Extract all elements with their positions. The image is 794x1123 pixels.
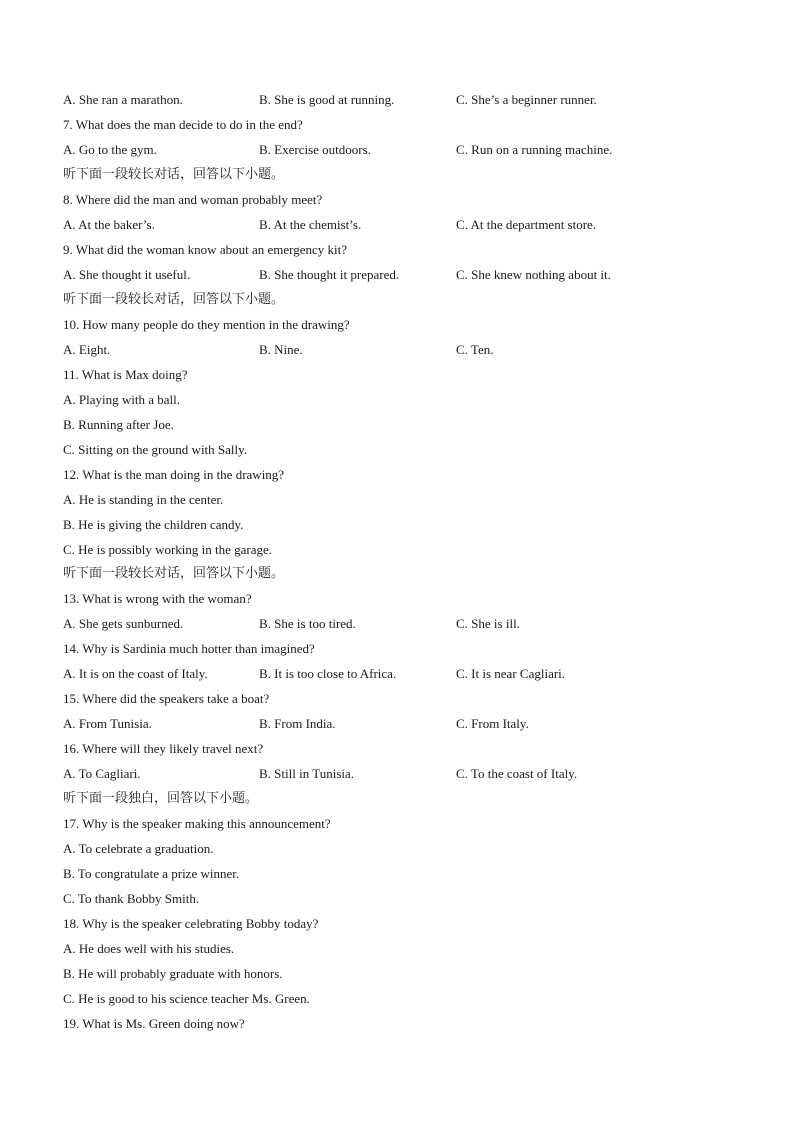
text-line — [63, 387, 743, 412]
question-line: B. To congratulate a prize winner. — [63, 866, 240, 882]
text-line — [63, 686, 743, 711]
answer-option: A. She gets sunburned. — [63, 616, 184, 632]
answer-option: B. Exercise outdoors. — [259, 141, 371, 157]
section-instruction: 听下面一段独白，回答以下小题。 — [63, 791, 259, 807]
answer-option: B. It is too close to Africa. — [259, 666, 397, 682]
question-line: C. To thank Bobby Smith. — [63, 891, 200, 906]
text-line — [63, 861, 743, 886]
answer-option: B. At the chemist’s. — [259, 216, 362, 232]
question-line: A. He is standing in the center. — [63, 491, 224, 507]
text-line — [63, 736, 743, 761]
text-line — [63, 986, 743, 1011]
question-line: C. He is possibly working in the garage. — [63, 541, 273, 557]
text-line — [63, 1011, 743, 1036]
answer-option: C. She’s a beginner runner. — [456, 92, 597, 107]
answer-options-row — [63, 711, 743, 736]
question-line: A. Playing with a ball. — [63, 391, 180, 407]
question-line: 9. What did the woman know about an emergency kit? — [63, 241, 348, 257]
question-line: A. To celebrate a graduation. — [63, 841, 214, 857]
section-instruction: 听下面一段较长对话，回答以下小题。 — [63, 166, 285, 182]
section-heading — [63, 287, 743, 312]
question-line: 7. What does the man decide to do in the end? — [63, 117, 303, 132]
text-line — [63, 836, 743, 861]
answer-option: B. Still in Tunisia. — [259, 766, 355, 782]
text-line — [63, 487, 743, 512]
answer-option: C. Run on a running machine. — [456, 141, 613, 157]
answer-options-row — [63, 337, 743, 362]
question-line: 15. Where did the speakers take a boat? — [63, 691, 270, 707]
text-line — [63, 237, 743, 262]
answer-option: A. To Cagliari. — [63, 766, 141, 782]
question-line: 11. What is Max doing? — [63, 366, 188, 382]
answer-option: C. Ten. — [456, 341, 494, 357]
text-line — [63, 362, 743, 387]
text-line — [63, 437, 743, 462]
section-instruction: 听下面一段较长对话，回答以下小题。 — [63, 566, 285, 582]
answer-option: A. Eight. — [63, 341, 111, 357]
text-line — [63, 886, 743, 911]
answer-option: A. At the baker’s. — [63, 216, 155, 232]
section-heading — [63, 561, 743, 586]
text-line — [63, 811, 743, 836]
text-line — [63, 462, 743, 487]
text-line — [63, 512, 743, 537]
question-line: B. He is giving the children candy. — [63, 516, 244, 532]
question-line: 14. Why is Sardinia much hotter than imagined? — [63, 641, 315, 657]
answer-option: C. It is near Cagliari. — [456, 666, 566, 682]
answer-options-row — [63, 87, 743, 112]
answer-option: C. She knew nothing about it. — [456, 266, 611, 282]
section-heading — [63, 786, 743, 811]
text-line — [63, 586, 743, 611]
question-line: 18. Why is the speaker celebrating Bobby today? — [63, 916, 319, 931]
answer-option: B. From India. — [259, 716, 336, 732]
answer-option: A. She thought it useful. — [63, 266, 191, 282]
text-line — [63, 312, 743, 337]
answer-options-row — [63, 661, 743, 686]
question-line: B. He will probably graduate with honors. — [63, 965, 283, 981]
answer-options-row — [63, 262, 743, 287]
question-line: 10. How many people do they mention in the drawing? — [63, 316, 350, 332]
text-line — [63, 936, 743, 961]
question-line: A. He does well with his studies. — [63, 941, 235, 956]
answer-options-row — [63, 137, 743, 162]
answer-option: C. She is ill. — [456, 616, 520, 632]
answer-option: C. From Italy. — [456, 716, 529, 732]
text-line — [63, 187, 743, 212]
text-line — [63, 537, 743, 562]
answer-options-row — [63, 761, 743, 786]
question-line: 8. Where did the man and woman probably meet? — [63, 191, 323, 207]
text-line — [63, 112, 743, 137]
question-line: 19. What is Ms. Green doing now? — [63, 1015, 245, 1031]
text-line — [63, 636, 743, 661]
section-instruction: 听下面一段较长对话，回答以下小题。 — [63, 291, 285, 307]
answer-option: A. From Tunisia. — [63, 716, 152, 732]
answer-options-row — [63, 611, 743, 636]
answer-option: A. She ran a marathon. — [63, 92, 183, 107]
answer-option: C. To the coast of Italy. — [456, 766, 578, 782]
answer-option: A. Go to the gym. — [63, 141, 157, 157]
question-line: 17. Why is the speaker making this announcement? — [63, 816, 331, 832]
section-heading — [63, 162, 743, 187]
answer-option: A. It is on the coast of Italy. — [63, 666, 208, 682]
answer-option: B. She is too tired. — [259, 616, 356, 632]
answer-options-row — [63, 212, 743, 237]
answer-option: B. Nine. — [259, 341, 303, 357]
answer-option: C. At the department store. — [456, 216, 597, 232]
question-line: C. Sitting on the ground with Sally. — [63, 441, 248, 457]
question-line: C. He is good to his science teacher Ms. Green. — [63, 990, 310, 1006]
question-line: 13. What is wrong with the woman? — [63, 591, 252, 607]
answer-option: B. She thought it prepared. — [259, 266, 400, 282]
question-line: 12. What is the man doing in the drawing? — [63, 466, 285, 482]
question-line: 16. Where will they likely travel next? — [63, 741, 264, 757]
answer-option: B. She is good at running. — [259, 92, 395, 107]
text-line — [63, 961, 743, 986]
question-line: B. Running after Joe. — [63, 416, 174, 432]
text-line — [63, 911, 743, 936]
text-line — [63, 412, 743, 437]
